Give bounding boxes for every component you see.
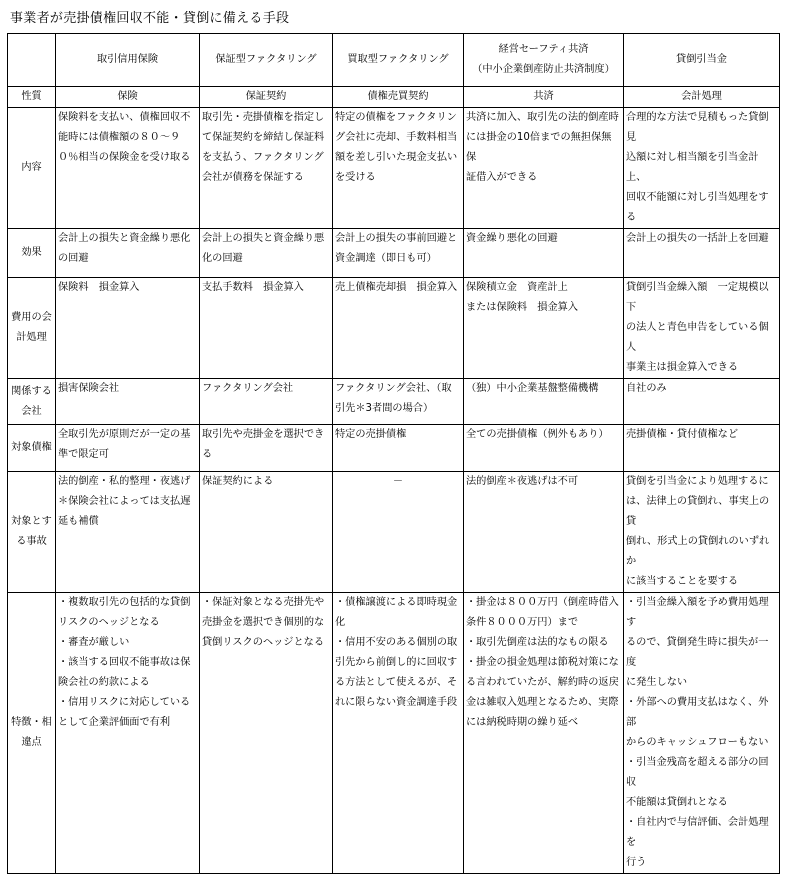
column-header [56,34,200,87]
column-header [333,34,464,87]
table-row [8,108,780,229]
table-cell: 特定の債権をファクタリン グ会社に売却、手数料相当 額を差し引いた現金支払い を受ける [333,108,464,229]
table-cell: ・債権譲渡による即時現金 化 ・信用不安のある個別の取 引先から前倒し的に回収す る方法として使えるが、そ れに限らない資金調達手段 [333,593,464,874]
table-row [8,472,780,593]
table-cell: 資金繰り悪化の回避 [464,229,624,278]
table-cell: 法的倒産＊夜逃げは不可 [464,472,624,593]
table-cell: 損害保険会社 [56,379,200,425]
table-cell: 支払手数料 損金算入 [200,278,333,379]
row-header: 効果 [8,229,56,278]
row-header: 費用の会 計処理 [8,278,56,379]
table-cell: ファクタリング会社、（取 引先＊3者間の場合） [333,379,464,425]
column-header [464,34,624,87]
table-cell: 全ての売掛債権（例外もあり） [464,425,624,472]
row-header: 対象債権 [8,425,56,472]
comparison-table [7,33,780,874]
table-cell: ファクタリング会社 [200,379,333,425]
row-header: 関係する 会社 [8,379,56,425]
row-header: 対象とす る事故 [8,472,56,593]
table-cell: 共済に加入、取引先の法的倒産時 には掛金の10倍までの無担保無保 証借入ができる [464,108,624,229]
table-cell: 貸倒引当金繰入額 一定規模以下 の法人と青色申告をしている個人 事業主は損金算入できる [624,278,780,379]
table-cell: ・引当金繰入額を予め費用処理す るので、貸倒発生時に損失が一度 に発生しない ・外部への費用支払はなく、外部 からのキャッシュフローもない ・引当金残高を超える部分の回収 不能額は貸倒れとなる ・自社内で与信評価、会計処理を 行う [624,593,780,874]
page-title: 事業者が売掛債権回収不能・貸倒に備える手段 [10,11,290,26]
column-header-label: 買取型ファクタリング [347,54,449,65]
table-row [8,229,780,278]
table-row [8,593,780,874]
table-cell: ・掛金は８００万円（倒産時借入 条件８０００万円）まで ・取引先倒産は法的なもの限る ・掛金の損金処理は節税対策にな る言われていたが、解約時の返戻 金は雑収入処理となるため、実際 には納税時期の繰り延べ [464,593,624,874]
corner-cell [8,34,56,87]
column-header [624,34,780,87]
column-header-label: 経営セーフティ共済 [498,44,589,55]
table-cell: 自社のみ [624,379,780,425]
table-row [8,425,780,472]
column-header-label: 保証型ファクタリング [215,54,317,65]
column-header [200,34,333,87]
column-header-label: 取引信用保険 [96,54,159,65]
table-cell: ・複数取引先の包括的な貸倒 リスクのヘッジとなる ・審査が厳しい ・該当する回収不能事故は保 険会社の約款による ・信用リスクに対応している として企業評価面で有利 [56,593,200,874]
table-cell: 共済 [464,87,624,108]
header-row [8,34,780,87]
table-cell: 法的倒産・私的整理・夜逃げ ＊保険会社によっては支払遅 延も補償 [56,472,200,593]
table-cell: ・保証対象となる売掛先や 売掛金を選択でき個別的な 貸倒リスクのヘッジとなる [200,593,333,874]
column-header-sublabel: （中小企業倒産防止共済制度） [472,64,615,75]
table-cell: 保険積立金 資産計上 または保険料 損金算入 [464,278,624,379]
table-cell: 売掛債権・貸付債権など [624,425,780,472]
row-header: 内容 [8,108,56,229]
table-cell: 会計上の損失と資金繰り悪 化の回避 [200,229,333,278]
table-cell: 会計上の損失の事前回避と 資金調達（即日も可） [333,229,464,278]
table-cell: 保険料 損金算入 [56,278,200,379]
table-cell: 貸倒を引当金により処理するに は、法律上の貸倒れ、事実上の貸 倒れ、形式上の貸倒れのいずれか に該当することを要する [624,472,780,593]
table-cell: － [333,472,464,593]
table-cell: 保証契約 [200,87,333,108]
row-header: 特徴・相 違点 [8,593,56,874]
table-row [8,278,780,379]
table-cell: 会計上の損失の一括計上を回避 [624,229,780,278]
table-cell: （独）中小企業基盤整備機構 [464,379,624,425]
table-row [8,87,780,108]
table-row [8,379,780,425]
table-cell: 保証契約による [200,472,333,593]
table-cell: 保険 [56,87,200,108]
table-cell: 債権売買契約 [333,87,464,108]
table-cell: 取引先・売掛債権を指定し て保証契約を締結し保証料 を支払う、ファクタリング 会社が債務を保証する [200,108,333,229]
table-cell: 売上債権売却損 損金算入 [333,278,464,379]
table-cell: 取引先や売掛金を選択でき る [200,425,333,472]
table-cell: 特定の売掛債権 [333,425,464,472]
table-cell: 全取引先が原則だが一定の基 準で限定可 [56,425,200,472]
table-cell: 合理的な方法で見積もった貸倒見 込額に対し相当額を引当金計上、 回収不能額に対し引当処理をする [624,108,780,229]
table-cell: 保険料を支払い、債権回収不 能時には債権額の８０～９ ０％相当の保険金を受け取る [56,108,200,229]
row-header: 性質 [8,87,56,108]
column-header-label: 貸倒引当金 [676,54,727,65]
table-cell: 会計処理 [624,87,780,108]
table-cell: 会計上の損失と資金繰り悪化 の回避 [56,229,200,278]
